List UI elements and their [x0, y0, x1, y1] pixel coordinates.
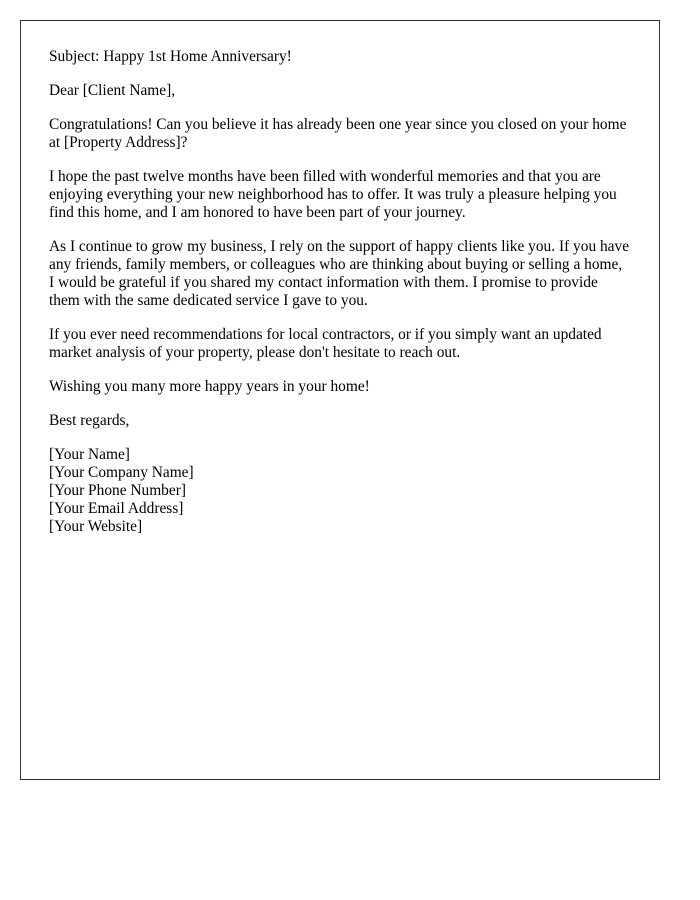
paragraph-referral-request: As I continue to grow my business, I rely on the support of happy clients like you. If you have any friends, family members, or colleagues who are thinking about buying or selling a home, I would be grateful if you shared my contact information with them. I promise to provide them with the same dedicated service I gave to you.: [49, 238, 630, 309]
paragraph-memories: I hope the past twelve months have been filled with wonderful memories and that you are enjoying everything your new neighborhood has to offer. It was truly a pleasure helping you find this home, and I am honored to have been part of your journey.: [49, 168, 617, 221]
salutation: Dear [Client Name],: [49, 82, 176, 99]
subject-line: Subject: Happy 1st Home Anniversary!: [49, 48, 292, 65]
signature-email: [Your Email Address]: [49, 500, 184, 517]
paragraph-offer-help: If you ever need recommendations for local contractors, or if you simply want an updated market analysis of your property, please don't hesitate to reach out.: [49, 326, 602, 361]
paragraph-congratulations: Congratulations! Can you believe it has already been one year since you closed on your home at [Property Address]?: [49, 116, 627, 151]
signature-block: [49, 446, 631, 536]
signature-phone: [Your Phone Number]: [49, 482, 186, 499]
signature-name: [Your Name]: [49, 446, 130, 463]
signature-website: [Your Website]: [49, 518, 143, 535]
letter-frame: [20, 20, 660, 780]
closing: Best regards,: [49, 412, 130, 429]
signature-company: [Your Company Name]: [49, 464, 194, 481]
paragraph-wishes: Wishing you many more happy years in your home!: [49, 378, 370, 395]
